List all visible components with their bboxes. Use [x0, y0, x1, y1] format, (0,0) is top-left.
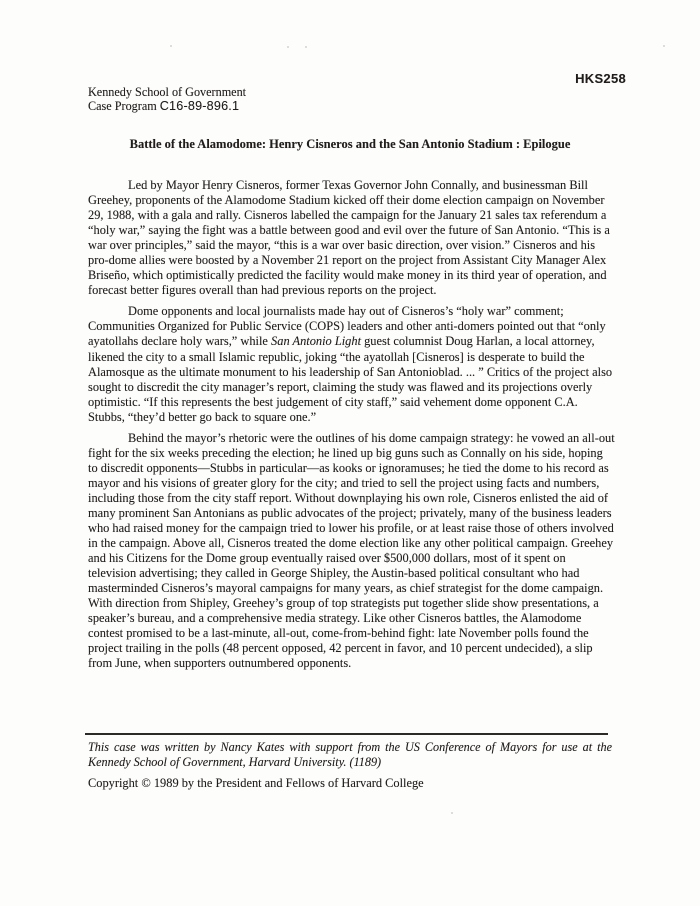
case-program-line — [88, 100, 246, 114]
text-run: Dome opponents and local journalists made hay out of Cisneros’s “holy war” comment; Communities Organized for Public Service (COPS) leaders and other anti-domers pointed out that “only ayatollahs declare holy wars,” while — [88, 304, 606, 349]
italic-text-run: San Antonio Light — [271, 334, 362, 349]
footer-divider — [85, 733, 608, 735]
scan-speck — [305, 46, 307, 48]
case-program-label: Case Program — [88, 98, 160, 113]
scan-speck — [451, 812, 453, 814]
doc-number: HKS258 — [575, 71, 626, 86]
paragraph — [88, 178, 615, 298]
document-title: Battle of the Alamodome: Henry Cisneros and the San Antonio Stadium : Epilogue — [129, 137, 571, 151]
copyright-line: Copyright © 1989 by the President and Fellows of Harvard College — [88, 776, 424, 790]
document-body — [88, 178, 615, 678]
attribution-note: This case was written by Nancy Kates with support from the US Conference of Mayors for use at the Kennedy School of Government, Harvard University. (1189) — [88, 740, 612, 769]
scan-speck — [287, 46, 289, 48]
case-number: C16-89-896.1 — [159, 98, 240, 113]
paragraph — [88, 304, 615, 424]
institution-name: Kennedy School of Government — [88, 85, 247, 99]
text-run: Behind the mayor’s rhetoric were the outlines of his dome campaign strategy: he vowed an all-out fight for the six weeks preceding the election; he lined up big guns such as Connally on his side, hoping to discredit opponents—Stubbs in particular—as kooks or ignoramuses; he tied the dome to his record as mayor and his visions of greater glory for the city; and tried to sell the project using facts and numbers, including those from the city staff report. Without downplaying his own role, Cisneros enlisted the aid of many prominent San Antonians as public advocates of the project; privately, many of the business leaders who had raised money for the campaign tried to lower his profile, or at least raise those of others involved in the campaign. Above all, Cisneros treated the dome election like any other political campaign. Greehey and his Citizens for the Dome group eventually raised over $500,000 dollars, most of it spent on television advertising; they called in George Shipley, the Austin-based political consultant who had masterminded Cisneros’s mayoral campaigns for many years, as chief strategist for the dome campaign. With direction from Shipley, Greehey’s group of top strategists put together slide show presentations, a speaker’s bureau, and a comprehensive media strategy. Like other Cisneros battles, the Alamodome contest promised to be a last-minute, all-out, come-from-behind fight: late November polls found the project trailing in the polls (48 percent opposed, 42 percent in favor, and 10 percent undecided), a slip from June, when supporters outnumbered opponents. — [88, 430, 615, 671]
paragraph — [88, 431, 615, 672]
text-run: guest columnist Doug Harlan, a local attorney, likened the city to a small Islamic republic, joking “the ayatollah [Cisneros] is desperate to build the Alamosque as the ultimate monument to his leadership of San Antonioblad. ... ” Critics of the project also sought to discredit the city manager’s report, claiming the study was flawed and its projections overly optimistic. “If this represents the best judgement of city staff,” said vehement dome opponent C.A. Stubbs, “they’d better go back to square one.” — [88, 334, 613, 424]
scan-speck — [170, 45, 172, 47]
text-run: Led by Mayor Henry Cisneros, former Texas Governor John Connally, and businessman Bill Greehey, proponents of the Alamodome Stadium kicked off their dome election campaign on November 29, 1988, with a gala and rally. Cisneros labelled the campaign for the January 21 sales tax referendum a “holy war,” saying the fight was a battle between good and evil over the future of San Antonio. “This is a war over principles,” said the mayor, “this is a war over basic direction, over vision.” Cisneros and his pro-dome allies were boosted by a November 21 report on the project from Assistant City Manager Alex Briseño, which optimistically predicted the facility would make money in its third year of operation, and forecast better figures overall than had previous reports on the project. — [88, 178, 610, 298]
scan-speck — [663, 45, 665, 47]
org-block — [88, 86, 246, 114]
